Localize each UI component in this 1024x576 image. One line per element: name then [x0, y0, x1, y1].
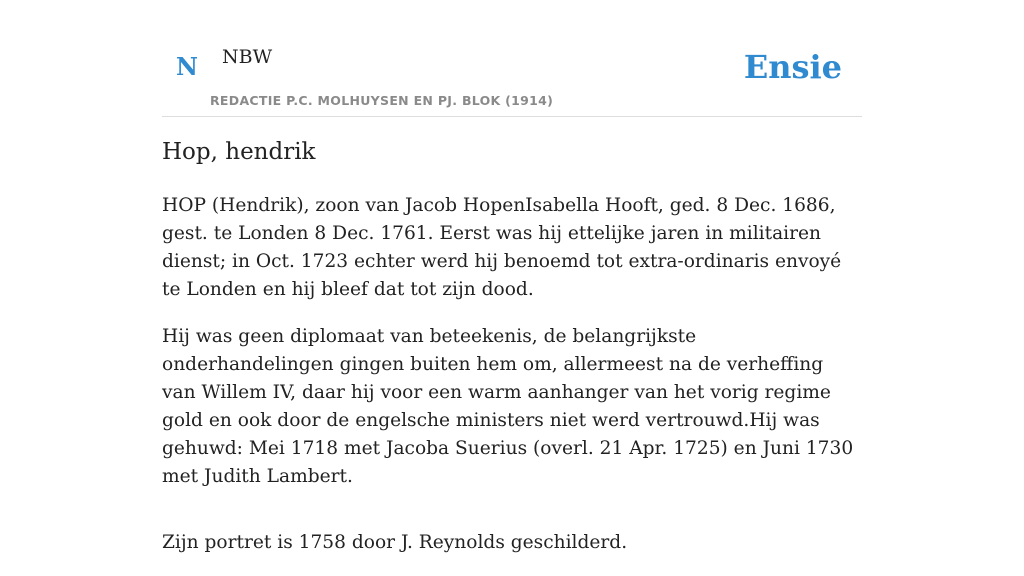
source-logo[interactable]: N — [176, 52, 198, 81]
source-header — [162, 0, 862, 117]
source-subtitle: REDACTIE P.C. MOLHUYSEN EN PJ. BLOK (1914) — [210, 93, 554, 108]
article-title: Hop, hendrik — [162, 139, 316, 165]
ensie-logo-link[interactable]: Ensie — [743, 48, 842, 86]
source-name-link[interactable]: NBW — [222, 46, 273, 68]
article-body — [162, 192, 862, 576]
article-page — [162, 0, 862, 553]
article-paragraph: Zijn portret is 1758 door J. Reynolds geschilderd. — [162, 532, 628, 553]
article-paragraph: HOP (Hendrik), zoon van Jacob HopenIsabella Hooft, ged. 8 Dec. 1686, gest. te Londen 8 Dec. 1761. Eerst was hij ettelijke jaren in militairen dienst; in Oct. 1723 echter werd hij benoemd tot extra-ordinaris envoyé te Londen en hij bleef dat tot zijn dood. — [162, 195, 842, 300]
article-paragraph: Hij was geen diplomaat van beteekenis, de belangrijkste onderhandelingen gingen buiten hem om, allermeest na de verheffing van Willem IV, daar hij voor een warm aanhanger van het vorig regime gold en ook door de engelsche ministers niet werd vertrouwd.Hij was gehuwd: Mei 1718 met Jacoba Suerius (overl. 21 Apr. 1725) en Juni 1730 met Judith Lambert. — [162, 326, 854, 487]
